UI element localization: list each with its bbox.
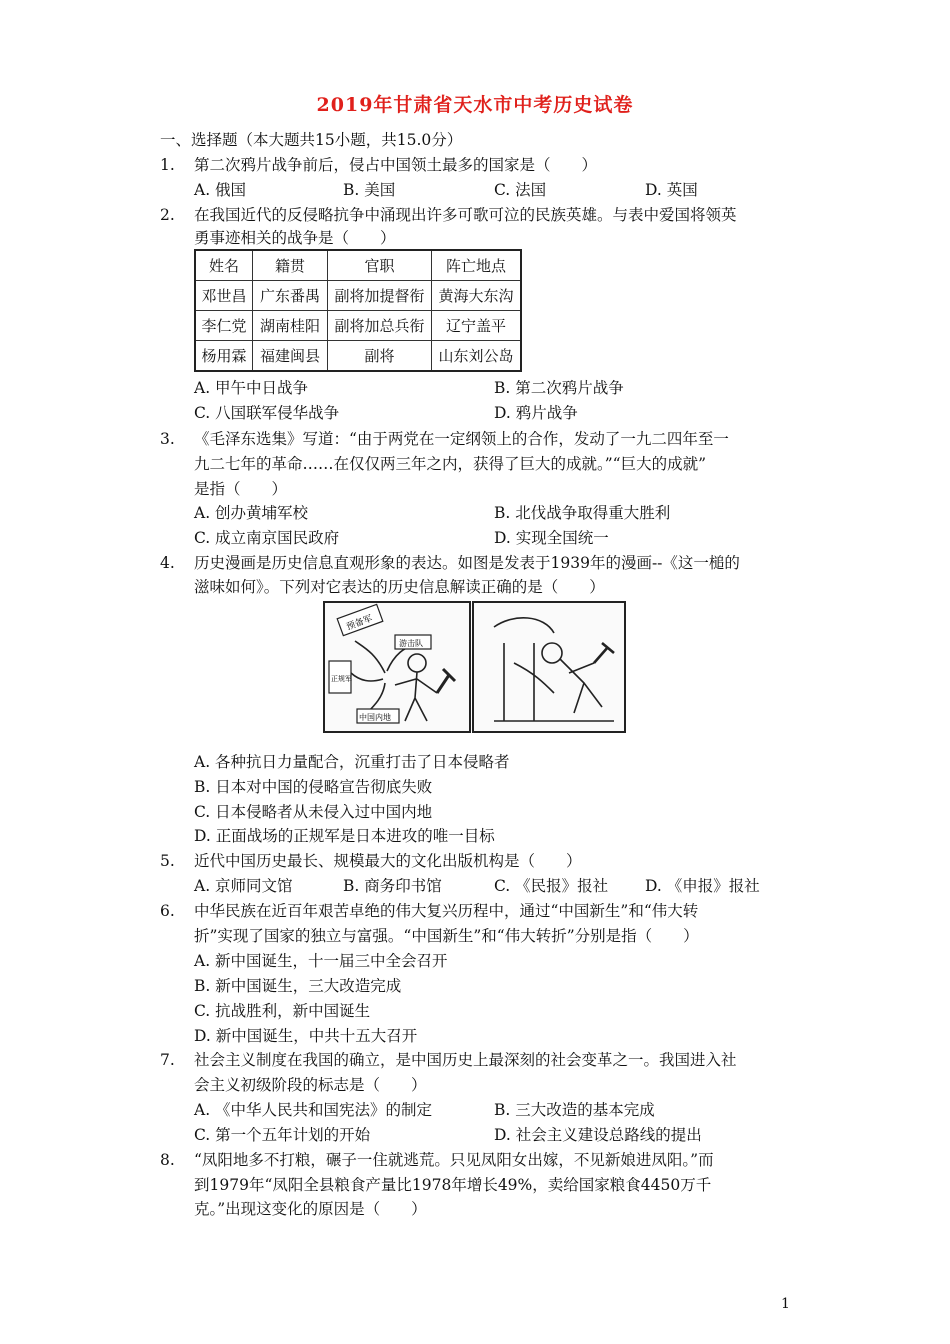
option-d: D. 社会主义建设总路线的提出 <box>494 1126 702 1144</box>
table-cell: 副将 <box>328 341 432 372</box>
table-cell: 湖南桂阳 <box>253 311 328 341</box>
table-header: 阵亡地点 <box>432 250 522 281</box>
question-stem: 历史漫画是历史信息直观形象的表达。如图是发表于1939年的漫画--《这一槌的 <box>194 554 740 572</box>
question-number: 6. <box>160 902 175 920</box>
cartoon-label: 正规军 <box>331 675 352 683</box>
option-c: C. 《民报》报社 <box>494 877 609 895</box>
cartoon-label: 游击队 <box>399 639 423 648</box>
cartoon-label: 中国内地 <box>359 713 391 722</box>
option-b: B. 新中国诞生，三大改造完成 <box>194 977 402 995</box>
option-a: A. 各种抗日力量配合，沉重打击了日本侵略者 <box>194 753 510 771</box>
cartoon-label: 预备军 <box>345 614 375 633</box>
option-c: C. 第一个五年计划的开始 <box>194 1126 371 1144</box>
cartoon-panel-right <box>472 601 626 733</box>
table-cell: 杨用霖 <box>195 341 253 372</box>
question-number: 2. <box>160 206 175 224</box>
option-b: B. 商务印书馆 <box>343 877 442 895</box>
question-stem: 克。”出现这变化的原因是（ ） <box>194 1200 427 1218</box>
question-stem: 折”实现了国家的独立与富强。“中国新生”和“伟大转折”分别是指（ ） <box>194 927 699 945</box>
page-title: 2019年甘肃省天水市中考历史试卷 <box>316 94 634 116</box>
option-d: D. 实现全国统一 <box>494 529 609 547</box>
section-heading: 一、选择题（本大题共15小题，共15.0分） <box>160 131 463 149</box>
option-a: A. 创办黄埔军校 <box>194 504 309 522</box>
question-number: 3. <box>160 430 175 448</box>
option-a: A. 新中国诞生，十一届三中全会召开 <box>194 952 448 970</box>
option-d: D. 鸦片战争 <box>494 404 578 422</box>
table-header: 官职 <box>328 250 432 281</box>
question-number: 4. <box>160 554 175 572</box>
question-stem: 是指（ ） <box>194 480 288 498</box>
table-header-row <box>195 250 521 281</box>
table-row <box>195 311 521 341</box>
question-stem: 会主义初级阶段的标志是（ ） <box>194 1076 427 1094</box>
table-header: 姓名 <box>195 250 253 281</box>
cartoon-drawing-icon <box>325 603 469 731</box>
option-c: C. 法国 <box>494 181 547 199</box>
question-number: 1. <box>160 156 175 174</box>
question-stem: 中华民族在近百年艰苦卓绝的伟大复兴历程中，通过“中国新生”和“伟大转 <box>194 902 699 920</box>
option-a: A. 甲午中日战争 <box>194 379 309 397</box>
table-cell: 广东番禺 <box>253 281 328 311</box>
table-cell: 副将加提督衔 <box>328 281 432 311</box>
cartoon-panel-left <box>323 601 471 733</box>
question-stem: 九二七年的革命……在仅仅两三年之内，获得了巨大的成就。”“巨大的成就” <box>194 455 707 473</box>
table-cell: 副将加总兵衔 <box>328 311 432 341</box>
option-b: B. 日本对中国的侵略宣告彻底失败 <box>194 778 433 796</box>
generals-table <box>194 249 522 372</box>
option-a: A. 京师同文馆 <box>194 877 293 895</box>
option-b: B. 北伐战争取得重大胜利 <box>494 504 671 522</box>
question-stem: 到1979年“凤阳全县粮食产量比1978年增长49%，卖给国家粮食4450万千 <box>194 1176 712 1194</box>
table-cell: 黄海大东沟 <box>432 281 522 311</box>
question-stem: 滋味如何》。下列对它表达的历史信息解读正确的是（ ） <box>194 578 605 596</box>
table-header: 籍贯 <box>253 250 328 281</box>
question-stem: 《毛泽东选集》写道：“由于两党在一定纲领上的合作，发动了一九二四年至一 <box>194 430 729 448</box>
option-b: B. 美国 <box>343 181 396 199</box>
option-b: B. 三大改造的基本完成 <box>494 1101 655 1119</box>
question-number: 8. <box>160 1151 175 1169</box>
option-d: D. 《申报》报社 <box>645 877 760 895</box>
table-cell: 山东刘公岛 <box>432 341 522 372</box>
option-c: C. 日本侵略者从未侵入过中国内地 <box>194 803 433 821</box>
question-stem: 勇事迹相关的战争是（ ） <box>194 229 396 247</box>
table-cell: 邓世昌 <box>195 281 253 311</box>
table-row <box>195 281 521 311</box>
table-cell: 辽宁盖平 <box>432 311 522 341</box>
option-d: D. 英国 <box>645 181 698 199</box>
option-d: D. 新中国诞生，中共十五大召开 <box>194 1027 418 1045</box>
question-stem: “凤阳地多不打粮，碾子一住就逃荒。只见凤阳女出嫁，不见新娘进凤阳。”而 <box>194 1151 714 1169</box>
option-d: D. 正面战场的正规军是日本进攻的唯一目标 <box>194 827 495 845</box>
option-a: A. 《中华人民共和国宪法》的制定 <box>194 1101 433 1119</box>
option-c: C. 抗战胜利，新中国诞生 <box>194 1002 371 1020</box>
question-stem: 在我国近代的反侵略抗争中涌现出许多可歌可泣的民族英雄。与表中爱国将领英 <box>194 206 737 224</box>
question-number: 7. <box>160 1051 175 1069</box>
page-number: 1 <box>781 1296 790 1312</box>
option-c: C. 八国联军侵华战争 <box>194 404 340 422</box>
option-a: A. 俄国 <box>194 181 247 199</box>
question-number: 5. <box>160 852 175 870</box>
cartoon-drawing-icon <box>474 603 624 731</box>
option-c: C. 成立南京国民政府 <box>194 529 340 547</box>
question-stem: 社会主义制度在我国的确立，是中国历史上最深刻的社会变革之一。我国进入社 <box>194 1051 737 1069</box>
table-cell: 李仁党 <box>195 311 253 341</box>
question-stem: 第二次鸦片战争前后，侵占中国领土最多的国家是（ ） <box>194 156 598 174</box>
table-cell: 福建闽县 <box>253 341 328 372</box>
table-row <box>195 341 521 372</box>
option-b: B. 第二次鸦片战争 <box>494 379 624 397</box>
question-stem: 近代中国历史最长、规模最大的文化出版机构是（ ） <box>194 852 582 870</box>
